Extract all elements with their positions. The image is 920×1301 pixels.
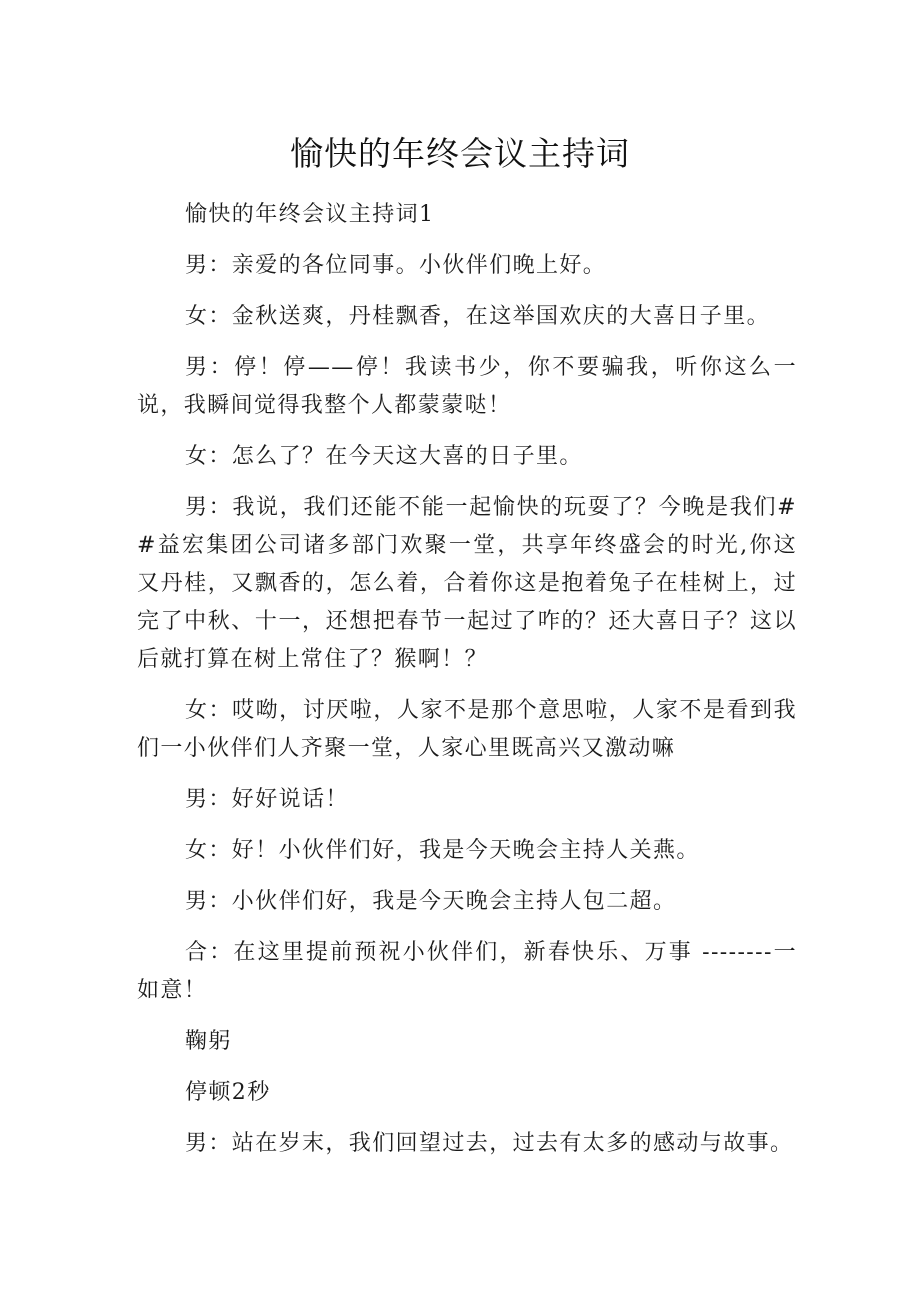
paragraph: 女：好！小伙伴们好，我是今天晚会主持人关燕。 — [185, 838, 700, 863]
paragraph: 男：站在岁末，我们回望过去，过去有太多的感动与故事。 — [185, 1131, 794, 1156]
paragraph: 男：小伙伴们好，我是今天晚会主持人包二超。 — [185, 889, 677, 914]
document-title: 愉快的年终会议主持词 — [290, 134, 630, 173]
document-body — [137, 196, 797, 1176]
paragraph: 合：在这里提前预祝小伙伴们，新春快乐、万事 --------一如意！ — [137, 940, 797, 1003]
paragraph: 女：哎呦，讨厌啦，人家不是那个意思啦，人家不是看到我们一小伙伴们人齐聚一堂，人家心里既高兴又激动嘛 — [137, 698, 797, 761]
paragraph: 愉快的年终会议主持词1 — [185, 202, 435, 227]
paragraph: 男：停！停——停！我读书少，你不要骗我，听你这么一说，我瞬间觉得我整个人都蒙蒙哒！ — [137, 355, 797, 418]
paragraph: 停顿2秒 — [185, 1080, 271, 1105]
paragraph: 男：好好说话！ — [185, 787, 349, 812]
paragraph: 鞠躬 — [185, 1029, 232, 1054]
paragraph: 女：怎么了？在今天这大喜的日子里。 — [185, 444, 583, 469]
paragraph: 男：亲爱的各位同事。小伙伴们晚上好。 — [185, 253, 607, 278]
paragraph: 男：我说，我们还能不能一起愉快的玩耍了？今晚是我们##益宏集团公司诸多部门欢聚一堂，共享年终盛会的时光,你这又丹桂，又飘香的，怎么着，合着你这是抱着兔子在桂树上，过完了中秋、十一，还想把春节一起过了咋的？还大喜日子？这以后就打算在树上常住了？猴啊！？ — [137, 495, 797, 672]
paragraph: 女：金秋送爽，丹桂飘香，在这举国欢庆的大喜日子里。 — [185, 304, 771, 329]
